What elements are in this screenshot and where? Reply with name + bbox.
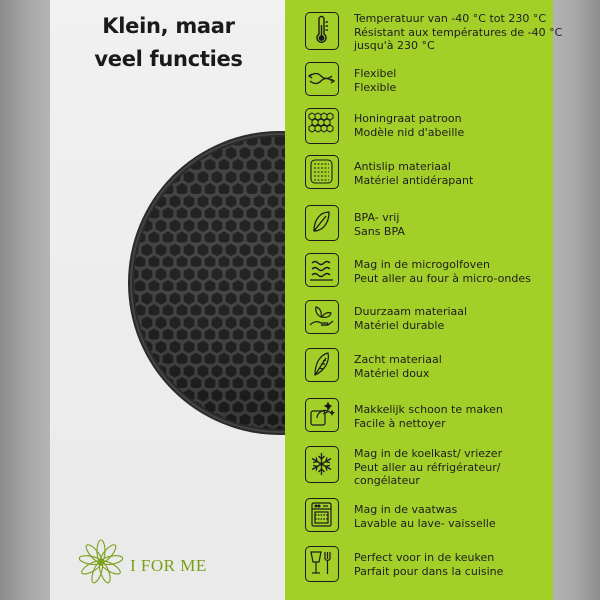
feature-line-nl: BPA- vrij xyxy=(354,211,400,224)
feature-durable xyxy=(305,300,550,348)
feature-text xyxy=(354,353,442,380)
feature-dishwasher xyxy=(305,498,550,546)
feature-line-nl: Mag in de vaatwas xyxy=(354,503,458,516)
feature-line-fr: Facile à nettoyer xyxy=(354,416,446,430)
flexible-icon xyxy=(305,62,339,96)
durable-icon xyxy=(305,300,339,334)
feature-antislip xyxy=(305,155,550,203)
feature-line-fr-2: jusqu'à 230 °C xyxy=(354,39,435,52)
feature-line-nl: Flexibel xyxy=(354,67,397,80)
feature-line-nl: Temperatuur van -40 °C tot 230 °C xyxy=(354,12,547,25)
feature-text xyxy=(354,447,502,488)
feature-line-fr: Peut aller au four à micro-ondes xyxy=(354,271,531,285)
feature-soft xyxy=(305,348,550,396)
feature-line-nl: Antislip materiaal xyxy=(354,160,451,173)
lotus-logo-icon xyxy=(78,536,124,596)
feature-bpa-free xyxy=(305,205,550,253)
feature-text xyxy=(354,503,496,530)
feature-text xyxy=(354,67,396,94)
feature-text xyxy=(354,112,464,139)
feature-line-nl: Mag in de microgolfoven xyxy=(354,258,490,271)
feature-kitchen xyxy=(305,546,550,594)
feature-text xyxy=(354,12,562,53)
snowflake-icon xyxy=(305,446,339,483)
kitchen-utensils-icon xyxy=(305,546,339,582)
feature-line-fr-2: congélateur xyxy=(354,474,420,487)
feature-text xyxy=(354,551,503,578)
feature-text xyxy=(354,305,467,332)
feature-text xyxy=(354,211,405,238)
feature-line-nl: Makkelijk schoon te maken xyxy=(354,403,503,416)
title-line-1: Klein, maar xyxy=(102,14,235,38)
honeycomb-icon xyxy=(305,108,339,144)
feather-icon xyxy=(305,348,339,382)
feature-line-fr: Parfait pour dans la cuisine xyxy=(354,564,504,578)
antislip-icon xyxy=(305,155,339,189)
title-line-2: veel functies xyxy=(94,47,243,71)
feature-line-nl: Duurzaam materiaal xyxy=(354,305,468,318)
feature-line-fr: Matériel doux xyxy=(354,366,430,380)
feature-line-fr: Sans BPA xyxy=(354,224,405,238)
thermometer-icon xyxy=(305,12,339,50)
feature-line-fr: Modèle nid d'abeille xyxy=(354,125,465,139)
feature-honeycomb xyxy=(305,108,550,156)
feature-line-fr: Peut aller au réfrigérateur/ xyxy=(354,460,501,474)
cleaning-icon xyxy=(305,398,339,432)
feature-line-fr: Lavable au lave- vaisselle xyxy=(354,516,496,530)
feature-line-nl: Honingraat patroon xyxy=(354,112,462,125)
feature-text xyxy=(354,258,531,285)
page-title xyxy=(56,10,281,76)
feature-easy-clean xyxy=(305,398,550,446)
feature-line-fr: Matériel durable xyxy=(354,318,445,332)
bpa-free-icon xyxy=(305,205,339,241)
brand-name: I FOR ME xyxy=(130,556,207,575)
feature-line-nl: Zacht materiaal xyxy=(354,353,442,366)
feature-microwave xyxy=(305,253,550,301)
feature-temperature xyxy=(305,12,563,60)
feature-line-fr: Résistant aux températures de -40 °C xyxy=(354,25,563,39)
feature-line-fr: Flexible xyxy=(354,80,397,94)
feature-line-nl: Perfect voor in de keuken xyxy=(354,551,495,564)
feature-line-nl: Mag in de koelkast/ vriezer xyxy=(354,447,503,460)
microwave-icon xyxy=(305,253,339,287)
feature-line-fr: Matériel antidérapant xyxy=(354,173,474,187)
feature-freezer xyxy=(305,446,550,494)
feature-text xyxy=(354,403,503,430)
feature-flexible xyxy=(305,62,550,110)
dishwasher-icon xyxy=(305,498,339,532)
feature-text xyxy=(354,160,473,187)
